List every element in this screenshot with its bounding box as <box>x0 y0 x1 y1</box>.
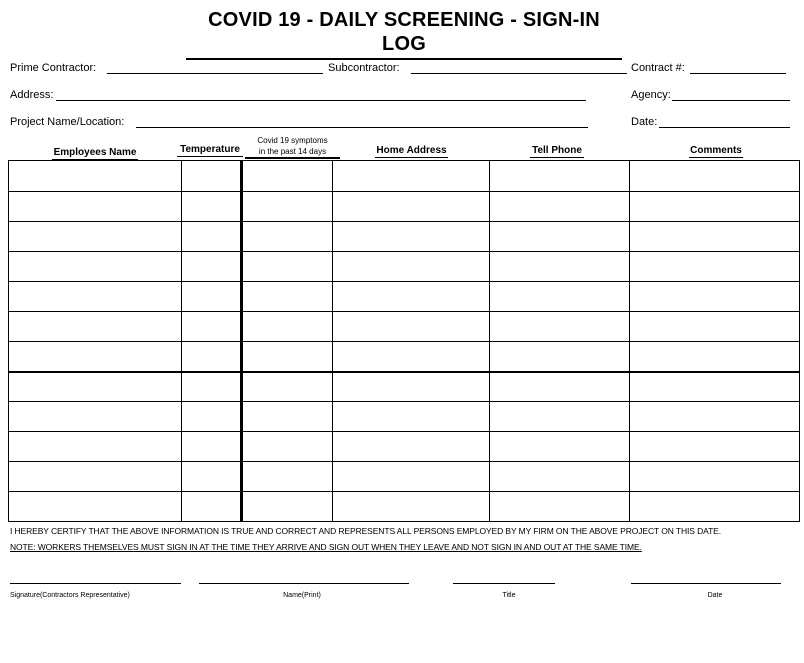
table-row-divider <box>9 491 799 492</box>
column-header-temperature: Temperature <box>177 144 243 157</box>
table-row-divider <box>9 341 799 342</box>
table-row-divider <box>9 251 799 252</box>
prime-contractor-label: Prime Contractor: <box>10 62 97 74</box>
signature-line[interactable] <box>10 583 181 584</box>
sign-in-note: NOTE: WORKERS THEMSELVES MUST SIGN IN AT THE TIME THEY ARRIVE AND SIGN OUT WHEN THEY LEAVE AND NOT SIGN IN AND OUT AT THE SAME TIME. <box>10 542 642 552</box>
title-label: Title <box>502 592 516 599</box>
agency-label: Agency: <box>631 89 671 101</box>
column-header-employees-name: Employees Name <box>53 147 137 158</box>
title-line[interactable] <box>453 583 555 584</box>
table-row-divider <box>9 221 799 222</box>
table-row-divider <box>9 371 799 373</box>
table-row-divider <box>9 281 799 282</box>
column-header-home-address: Home Address <box>376 145 447 156</box>
table-row-divider <box>9 311 799 312</box>
address-label: Address: <box>10 89 54 101</box>
contract-number-line[interactable] <box>690 73 786 74</box>
date-line[interactable] <box>659 127 790 128</box>
prime-contractor-line[interactable] <box>107 73 323 74</box>
subcontractor-label: Subcontractor: <box>328 62 400 74</box>
column-header-symptoms-line1: Covid 19 symptoms <box>257 136 328 145</box>
certification-statement: I HEREBY CERTIFY THAT THE ABOVE INFORMATION IS TRUE AND CORRECT AND REPRESENTS ALL PERSONS EMPLOYED BY MY FIRM ON THE ABOVE PROJECT ON THIS DATE. <box>10 526 721 536</box>
date-label: Date: <box>631 116 658 128</box>
project-name-line[interactable] <box>136 127 588 128</box>
sign-in-table <box>8 160 800 522</box>
name-print-label: Name(Print) <box>283 592 321 599</box>
page-title: COVID 19 - DAILY SCREENING - SIGN-IN LOG <box>186 8 622 60</box>
column-header-tell-phone: Tell Phone <box>530 145 584 158</box>
date-signature-label: Date <box>707 592 723 599</box>
agency-line[interactable] <box>672 100 790 101</box>
subcontractor-line[interactable] <box>411 73 627 74</box>
contract-number-label: Contract #: <box>631 62 685 74</box>
signature-label: Signature(Contractors Representative) <box>10 592 130 599</box>
table-row-divider <box>9 461 799 462</box>
table-row-divider <box>9 191 799 192</box>
column-header-comments: Comments <box>690 145 742 156</box>
name-print-line[interactable] <box>199 583 409 584</box>
table-row-divider <box>9 431 799 432</box>
table-row-divider <box>9 401 799 402</box>
date-signature-line[interactable] <box>631 583 781 584</box>
project-name-label: Project Name/Location: <box>10 116 125 128</box>
column-header-symptoms-line2: in the past 14 days <box>245 147 340 159</box>
address-line[interactable] <box>56 100 586 101</box>
